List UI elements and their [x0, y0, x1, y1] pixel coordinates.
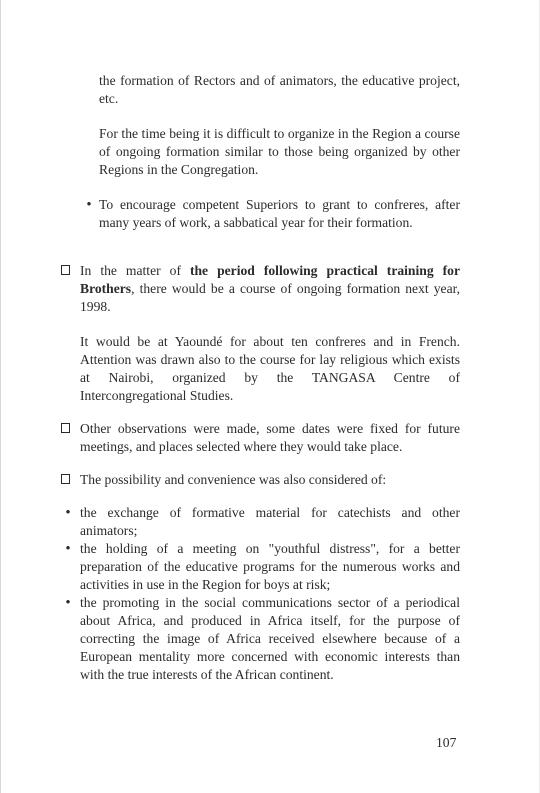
page-body	[65, 72, 460, 684]
list-item-text: the holding of a meeting on "youthful distress", for a better preparation of the educative programs for the numerous works and activities in use in the Region for boys at risk;	[80, 541, 460, 592]
list-item	[65, 540, 460, 594]
item-text: The possibility and convenience was also considered of:	[80, 472, 387, 487]
bullet-item-sabbatical	[80, 196, 460, 232]
item-text-tail: , there would be a course of ongoing formation next year, 1998.	[80, 281, 460, 314]
checkbox-square-icon	[61, 474, 70, 484]
bullet-icon: •	[65, 505, 71, 521]
bullet-text: To encourage competent Superiors to grant to confreres, after many years of work, a sabbatical year for their formation.	[99, 197, 460, 230]
item-text: Other observations were made, some dates were fixed for future meetings, and places selected where they would take place.	[80, 421, 460, 454]
checkbox-item-observations	[80, 420, 460, 456]
checkbox-square-icon	[61, 265, 70, 275]
paragraph-yaounde: It would be at Yaoundé for about ten confreres and in French. Attention was drawn also to the course for lay religious which exists at Nairobi, organized by the TANGASA Centre of Intercongregational Studies.	[80, 334, 460, 403]
checkbox-item-possibility	[80, 471, 460, 489]
item-text-bold: the period following practical training for Brothers	[80, 263, 460, 296]
paragraph-formation-continued: the formation of Rectors and of animators, the educative project, etc.	[99, 73, 460, 106]
bullet-icon: •	[86, 197, 92, 213]
checkbox-square-icon	[61, 423, 70, 433]
page-number: 107	[436, 735, 457, 750]
paragraph-ongoing-formation: For the time being it is difficult to organize in the Region a course of ongoing formation similar to those being organized by other Regions in the Congregation.	[99, 126, 460, 177]
item-text-lead: In the matter of	[80, 263, 190, 278]
list-item	[65, 504, 460, 540]
checkbox-item-brothers-training	[80, 262, 460, 316]
list-item-text: the promoting in the social communications sector of a periodical about Africa, and produced in Africa itself, for the purpose of correcting the image of Africa received elsewhere because of a European mentality more concerned with economic interests than with the true interests of the African continent.	[80, 595, 460, 682]
bullet-icon: •	[65, 541, 71, 557]
bullet-icon: •	[65, 595, 71, 611]
list-item	[65, 594, 460, 684]
list-item-text: the exchange of formative material for catechists and other animators;	[80, 505, 460, 538]
